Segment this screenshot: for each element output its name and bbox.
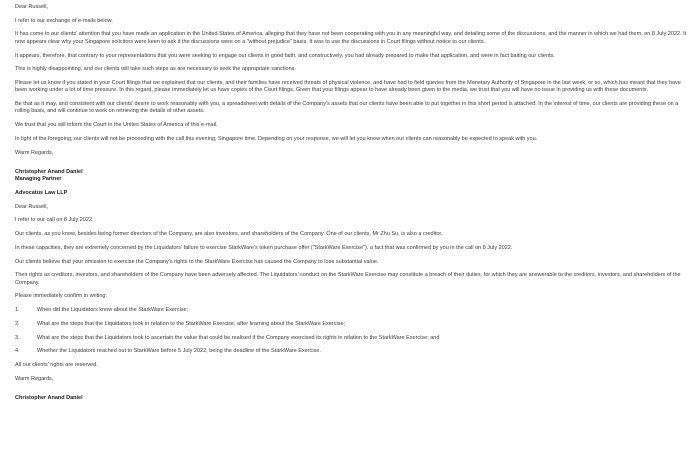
firm-name: Advocatus Law LLP <box>15 190 68 197</box>
list-item <box>15 348 690 355</box>
paragraph: I refer to our exchange of e-mails below. <box>15 17 113 24</box>
closing: Warm Regards, <box>15 149 54 156</box>
paragraph: In light of the foregoing, our clients will not be proceeding with the call this evening, Singapore time. Depending on your response, we will let you know when our clients can reasonably be expected to speak with you. <box>15 135 538 142</box>
paragraph: Their rights as creditors, investors, and shareholders of the Company have been adversely affected. The Liquidators' conduct on the StarkWare Exercise may constitute a breach of their duties, for which they are answerable to the creditors, investors, and shareholders of the Company. <box>15 272 681 286</box>
list-number: 2. <box>15 320 20 327</box>
paragraph: Our clients believe that your omission to exercise the Company's rights to the StarkWare Exercise has caused the Company to lose substantial value. <box>15 258 379 265</box>
paragraph: We trust that you will inform the Court in the Unites States of America of this e-mail. <box>15 122 218 129</box>
list-number: 1. <box>15 307 20 314</box>
paragraph: Be that as it may, and consistent with our clients' desire to work reasonably with you, a spreadsheet with details of the Company's assets that our clients have been able to put together in this short period is attached. In the interest of time, our clients are providing these on a rolling basis, and will continue to work on retrieving the details of other assets. <box>15 101 679 115</box>
email-thread-2 <box>15 204 690 403</box>
closing: Warm Regards, <box>15 375 54 382</box>
paragraph: I refer to our call on 8 July 2022. <box>15 217 94 224</box>
list-text: What are the steps that the Liquidators took in relation to the StarkWare Exercise, after learning about the StarkWare Exercise; <box>37 320 346 327</box>
salutation: Dear Russell, <box>15 4 49 10</box>
email-thread-1 <box>15 4 690 197</box>
paragraph: It has come to our clients' attention that you have made an application in the United States of America, alleging that they have not been cooperating with you in any meaningful way, and detailing some of the discussions, and the manner in which we had them, on 8 July 2022. It now appears clear why your Singapore solicitors were keen to ask if the discussions were on a "without prejudice" basis. It was to use the discussions in Court filings without notice to our clients. <box>15 31 687 45</box>
signature-name: Christopher Anand Daniel <box>15 395 83 402</box>
paragraph: This is highly disappointing, and our clients will take such steps as are necessary to seek the appropriate sanctions. <box>15 66 296 73</box>
paragraph: Please let us know if you stated in your Court filings that we explained that our clients, and their families have received threats of physical violence, and have had to field queries from the Monetary Authority of Singapore in the last week, or so, which has meant that they have been working under a lot of time pressure. In this regard, please immediately let us have copies of the Court filings. Given that your filings appear to have already been given to the media, we trust that you will have no issue in providing us with these documents. <box>15 79 681 94</box>
paragraph: Please immediately confirm in writing: <box>15 293 108 300</box>
list-item <box>15 335 690 342</box>
list-text: What are the steps that the Liquidators took to ascertain the value that could be realised if the Company exercised its rights in relation to the StarkWare Exercise; and <box>37 334 440 341</box>
list-number: 4. <box>15 348 20 355</box>
list-text: When did the Liquidators know about the StarkWare Exercise; <box>37 307 189 314</box>
list-item <box>15 321 690 328</box>
salutation: Dear Russell, <box>15 203 49 210</box>
signature-name: Christopher Anand Daniel <box>15 168 83 175</box>
paragraph: In these capacities, they are extremely concerned by the Liquidators' failure to exercise StarkWare's token purchase offer ("StarkWare Exercise"), a fact that was confirmed by you in the call on 8 July 2022. <box>15 244 513 251</box>
list-item <box>15 307 690 314</box>
list-text: Whether the Liquidators reached out to StarkWare before 5 July 2022, being the deadline of the StarkWare Exercise. <box>37 348 321 355</box>
rights-reserved: All our clients' rights are reserved. <box>15 361 98 368</box>
signature-title: Managing Partner <box>15 176 62 183</box>
paragraph: It appears, therefore, that contrary to your representations that you were seeking to engage our clients in good faith, and constructively, you had already prepared to make that application, and were in fact baiting our clients. <box>15 52 555 59</box>
paragraph: Our clients, as you know, besides being former directors of the Company, are also investors, and shareholders of the Company. One of our clients, Mr Zhu Su, is also a creditor. <box>15 231 443 238</box>
list-number: 3. <box>15 334 20 341</box>
